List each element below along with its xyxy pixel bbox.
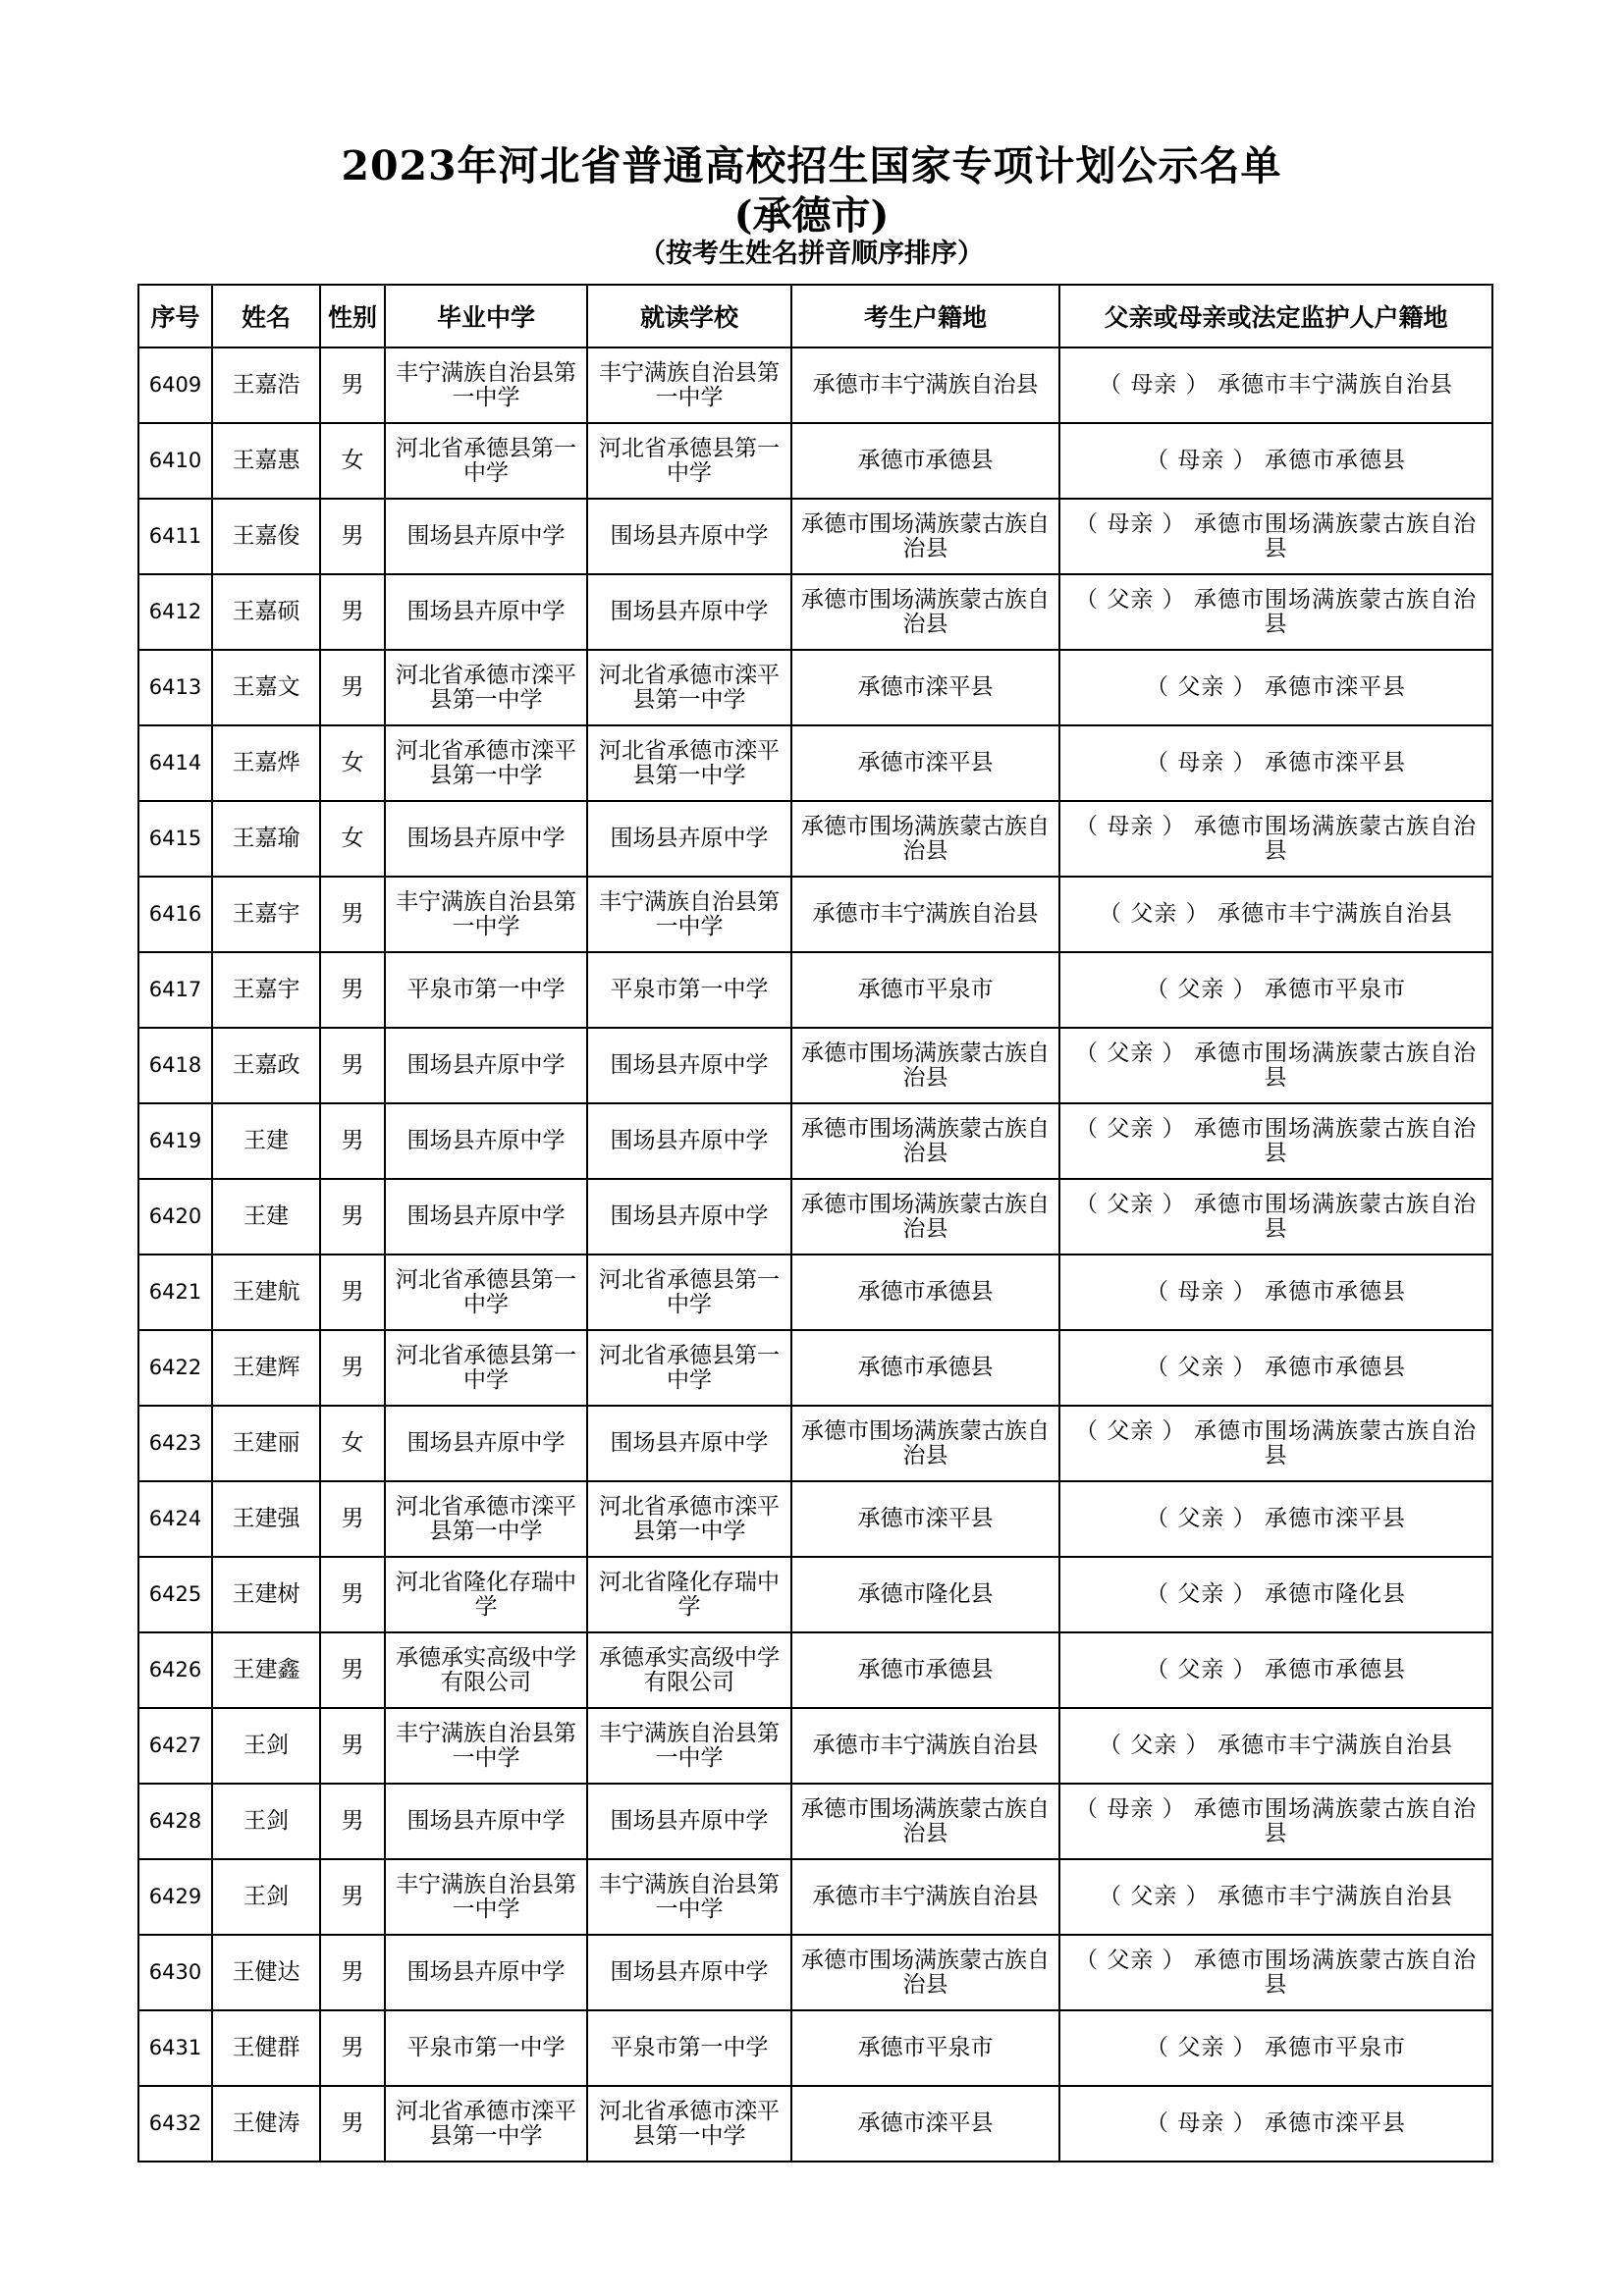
student-name: 王建鑫 [212, 1632, 320, 1708]
current-school: 河北省隆化存瑞中学 [587, 1557, 791, 1632]
row-number: 6413 [138, 650, 212, 725]
document-subtitle: (承德市) [733, 192, 890, 239]
student-hukou: 承德市丰宁满族自治县 [791, 1708, 1059, 1784]
student-name: 王建丽 [212, 1406, 320, 1481]
current-school: 丰宁满族自治县第一中学 [587, 1708, 791, 1784]
student-name: 王嘉惠 [212, 423, 320, 499]
graduation-school: 围场县卉原中学 [385, 574, 587, 650]
parent-hukou: （ 父亲 ） 承德市承德县 [1059, 1330, 1492, 1406]
parent-hukou: （ 父亲 ） 承德市承德县 [1059, 1632, 1492, 1708]
graduation-school: 丰宁满族自治县第一中学 [385, 1859, 587, 1935]
student-sex: 男 [320, 1632, 385, 1708]
graduation-school: 围场县卉原中学 [385, 499, 587, 574]
parent-hukou: （ 母亲 ） 承德市围场满族蒙古族自治县 [1059, 801, 1492, 877]
student-hukou: 承德市围场满族蒙古族自治县 [791, 1935, 1059, 2010]
parent-hukou: （ 母亲 ） 承德市承德县 [1059, 1255, 1492, 1330]
current-school: 围场县卉原中学 [587, 1784, 791, 1859]
parent-hukou: （ 父亲 ） 承德市围场满族蒙古族自治县 [1059, 1179, 1492, 1255]
row-number: 6428 [138, 1784, 212, 1859]
student-sex: 男 [320, 1557, 385, 1632]
table-row [138, 801, 1492, 877]
student-name: 王剑 [212, 1784, 320, 1859]
graduation-school: 平泉市第一中学 [385, 952, 587, 1028]
graduation-school: 承德承实高级中学有限公司 [385, 1632, 587, 1708]
current-school: 河北省承德市滦平县第一中学 [587, 2086, 791, 2162]
student-sex: 男 [320, 1784, 385, 1859]
current-school: 丰宁满族自治县第一中学 [587, 347, 791, 423]
student-hukou: 承德市隆化县 [791, 1557, 1059, 1632]
student-sex: 男 [320, 347, 385, 423]
current-school: 围场县卉原中学 [587, 1406, 791, 1481]
parent-hukou: （ 父亲 ） 承德市围场满族蒙古族自治县 [1059, 1028, 1492, 1103]
table-row [138, 1330, 1492, 1406]
student-name: 王嘉文 [212, 650, 320, 725]
student-name: 王建 [212, 1179, 320, 1255]
current-school: 围场县卉原中学 [587, 1028, 791, 1103]
row-number: 6426 [138, 1632, 212, 1708]
student-name: 王建辉 [212, 1330, 320, 1406]
student-sex: 男 [320, 574, 385, 650]
parent-hukou: （ 父亲 ） 承德市丰宁满族自治县 [1059, 877, 1492, 952]
student-name: 王健涛 [212, 2086, 320, 2162]
table-body [138, 347, 1492, 2162]
row-number: 6425 [138, 1557, 212, 1632]
row-number: 6423 [138, 1406, 212, 1481]
current-school: 围场县卉原中学 [587, 801, 791, 877]
table-row [138, 1557, 1492, 1632]
student-name: 王嘉烨 [212, 725, 320, 801]
document-title: 2023年河北省普通高校招生国家专项计划公示名单 [341, 142, 1282, 189]
parent-hukou: （ 父亲 ） 承德市围场满族蒙古族自治县 [1059, 1103, 1492, 1179]
table-row [138, 877, 1492, 952]
student-hukou: 承德市承德县 [791, 423, 1059, 499]
parent-hukou: （ 母亲 ） 承德市承德县 [1059, 423, 1492, 499]
row-number: 6411 [138, 499, 212, 574]
parent-hukou: （ 母亲 ） 承德市滦平县 [1059, 725, 1492, 801]
student-sex: 男 [320, 1481, 385, 1557]
table-row [138, 2010, 1492, 2086]
student-sex: 男 [320, 1859, 385, 1935]
table-row [138, 1406, 1492, 1481]
parent-hukou: （ 母亲 ） 承德市丰宁满族自治县 [1059, 347, 1492, 423]
table-row [138, 1632, 1492, 1708]
row-number: 6429 [138, 1859, 212, 1935]
parent-hukou: （ 母亲 ） 承德市围场满族蒙古族自治县 [1059, 499, 1492, 574]
student-name: 王建树 [212, 1557, 320, 1632]
row-number: 6427 [138, 1708, 212, 1784]
student-hukou: 承德市滦平县 [791, 725, 1059, 801]
row-number: 6412 [138, 574, 212, 650]
graduation-school: 丰宁满族自治县第一中学 [385, 877, 587, 952]
student-name: 王剑 [212, 1708, 320, 1784]
graduation-school: 河北省承德县第一中学 [385, 423, 587, 499]
student-sex: 女 [320, 1406, 385, 1481]
parent-hukou: （ 父亲 ） 承德市丰宁满族自治县 [1059, 1859, 1492, 1935]
col-header-graduation-school: 毕业中学 [385, 285, 587, 347]
student-hukou: 承德市围场满族蒙古族自治县 [791, 574, 1059, 650]
table-row [138, 952, 1492, 1028]
graduation-school: 围场县卉原中学 [385, 1103, 587, 1179]
graduation-school: 河北省承德市滦平县第一中学 [385, 725, 587, 801]
sort-note: （按考生姓名拼音顺序排序） [639, 239, 984, 269]
student-sex: 男 [320, 1330, 385, 1406]
table-row [138, 499, 1492, 574]
row-number: 6417 [138, 952, 212, 1028]
student-name: 王嘉硕 [212, 574, 320, 650]
row-number: 6432 [138, 2086, 212, 2162]
student-sex: 女 [320, 801, 385, 877]
parent-hukou: （ 父亲 ） 承德市围场满族蒙古族自治县 [1059, 1406, 1492, 1481]
student-hukou: 承德市围场满族蒙古族自治县 [791, 1028, 1059, 1103]
student-sex: 男 [320, 650, 385, 725]
graduation-school: 围场县卉原中学 [385, 1179, 587, 1255]
student-sex: 男 [320, 877, 385, 952]
table-row [138, 1481, 1492, 1557]
current-school: 围场县卉原中学 [587, 1935, 791, 2010]
graduation-school: 河北省承德县第一中学 [385, 1255, 587, 1330]
current-school: 围场县卉原中学 [587, 1103, 791, 1179]
graduation-school: 河北省隆化存瑞中学 [385, 1557, 587, 1632]
current-school: 围场县卉原中学 [587, 1179, 791, 1255]
student-hukou: 承德市滦平县 [791, 650, 1059, 725]
graduation-school: 河北省承德县第一中学 [385, 1330, 587, 1406]
student-hukou: 承德市围场满族蒙古族自治县 [791, 1179, 1059, 1255]
row-number: 6421 [138, 1255, 212, 1330]
student-name: 王嘉浩 [212, 347, 320, 423]
graduation-school: 河北省承德市滦平县第一中学 [385, 2086, 587, 2162]
student-sex: 女 [320, 423, 385, 499]
table-row [138, 1935, 1492, 2010]
graduation-school: 围场县卉原中学 [385, 1028, 587, 1103]
current-school: 河北省承德县第一中学 [587, 1255, 791, 1330]
table-row [138, 725, 1492, 801]
current-school: 承德承实高级中学有限公司 [587, 1632, 791, 1708]
student-hukou: 承德市围场满族蒙古族自治县 [791, 801, 1059, 877]
row-number: 6431 [138, 2010, 212, 2086]
student-name: 王建强 [212, 1481, 320, 1557]
col-header-name: 姓名 [212, 285, 320, 347]
roster-table [137, 284, 1493, 2163]
student-sex: 男 [320, 2010, 385, 2086]
graduation-school: 丰宁满族自治县第一中学 [385, 1708, 587, 1784]
student-sex: 男 [320, 952, 385, 1028]
student-sex: 女 [320, 725, 385, 801]
current-school: 平泉市第一中学 [587, 952, 791, 1028]
current-school: 围场县卉原中学 [587, 574, 791, 650]
parent-hukou: （ 父亲 ） 承德市平泉市 [1059, 952, 1492, 1028]
current-school: 河北省承德市滦平县第一中学 [587, 1481, 791, 1557]
student-hukou: 承德市围场满族蒙古族自治县 [791, 1103, 1059, 1179]
table-row [138, 1255, 1492, 1330]
current-school: 河北省承德县第一中学 [587, 423, 791, 499]
table-row [138, 1179, 1492, 1255]
row-number: 6424 [138, 1481, 212, 1557]
table-header-row [138, 285, 1492, 347]
student-sex: 男 [320, 2086, 385, 2162]
student-name: 王健达 [212, 1935, 320, 2010]
parent-hukou: （ 父亲 ） 承德市围场满族蒙古族自治县 [1059, 574, 1492, 650]
student-sex: 男 [320, 1255, 385, 1330]
row-number: 6418 [138, 1028, 212, 1103]
row-number: 6422 [138, 1330, 212, 1406]
table-row [138, 650, 1492, 725]
student-name: 王嘉瑜 [212, 801, 320, 877]
student-hukou: 承德市滦平县 [791, 2086, 1059, 2162]
row-number: 6430 [138, 1935, 212, 2010]
student-sex: 男 [320, 1179, 385, 1255]
col-header-sex: 性别 [320, 285, 385, 347]
student-hukou: 承德市平泉市 [791, 952, 1059, 1028]
table-row [138, 1784, 1492, 1859]
student-hukou: 承德市丰宁满族自治县 [791, 877, 1059, 952]
student-hukou: 承德市承德县 [791, 1255, 1059, 1330]
row-number: 6409 [138, 347, 212, 423]
col-header-student-hukou: 考生户籍地 [791, 285, 1059, 347]
col-header-number: 序号 [138, 285, 212, 347]
current-school: 围场县卉原中学 [587, 499, 791, 574]
graduation-school: 围场县卉原中学 [385, 1935, 587, 2010]
parent-hukou: （ 父亲 ） 承德市平泉市 [1059, 2010, 1492, 2086]
student-hukou: 承德市滦平县 [791, 1481, 1059, 1557]
col-header-parent-hukou: 父亲或母亲或法定监护人户籍地 [1059, 285, 1492, 347]
parent-hukou: （ 母亲 ） 承德市滦平县 [1059, 2086, 1492, 2162]
student-hukou: 承德市围场满族蒙古族自治县 [791, 499, 1059, 574]
row-number: 6414 [138, 725, 212, 801]
parent-hukou: （ 父亲 ） 承德市隆化县 [1059, 1557, 1492, 1632]
student-name: 王嘉宇 [212, 877, 320, 952]
row-number: 6410 [138, 423, 212, 499]
student-sex: 男 [320, 1103, 385, 1179]
current-school: 河北省承德县第一中学 [587, 1330, 791, 1406]
current-school: 河北省承德市滦平县第一中学 [587, 725, 791, 801]
row-number: 6415 [138, 801, 212, 877]
row-number: 6420 [138, 1179, 212, 1255]
row-number: 6416 [138, 877, 212, 952]
table-row [138, 2086, 1492, 2162]
student-hukou: 承德市丰宁满族自治县 [791, 347, 1059, 423]
student-hukou: 承德市围场满族蒙古族自治县 [791, 1784, 1059, 1859]
graduation-school: 围场县卉原中学 [385, 801, 587, 877]
student-sex: 男 [320, 1028, 385, 1103]
graduation-school: 围场县卉原中学 [385, 1406, 587, 1481]
student-name: 王建航 [212, 1255, 320, 1330]
student-sex: 男 [320, 1708, 385, 1784]
student-sex: 男 [320, 1935, 385, 2010]
current-school: 河北省承德市滦平县第一中学 [587, 650, 791, 725]
table-row [138, 1103, 1492, 1179]
student-name: 王嘉宇 [212, 952, 320, 1028]
student-name: 王嘉政 [212, 1028, 320, 1103]
current-school: 平泉市第一中学 [587, 2010, 791, 2086]
current-school: 丰宁满族自治县第一中学 [587, 1859, 791, 1935]
student-hukou: 承德市平泉市 [791, 2010, 1059, 2086]
parent-hukou: （ 父亲 ） 承德市丰宁满族自治县 [1059, 1708, 1492, 1784]
table-row [138, 574, 1492, 650]
student-hukou: 承德市承德县 [791, 1632, 1059, 1708]
graduation-school: 围场县卉原中学 [385, 1784, 587, 1859]
table-row [138, 1708, 1492, 1784]
student-hukou: 承德市承德县 [791, 1330, 1059, 1406]
student-name: 王建 [212, 1103, 320, 1179]
row-number: 6419 [138, 1103, 212, 1179]
parent-hukou: （ 父亲 ） 承德市滦平县 [1059, 1481, 1492, 1557]
student-name: 王嘉俊 [212, 499, 320, 574]
student-hukou: 承德市丰宁满族自治县 [791, 1859, 1059, 1935]
col-header-current-school: 就读学校 [587, 285, 791, 347]
graduation-school: 河北省承德市滦平县第一中学 [385, 1481, 587, 1557]
parent-hukou: （ 父亲 ） 承德市围场满族蒙古族自治县 [1059, 1935, 1492, 2010]
table-row [138, 347, 1492, 423]
table-row [138, 1859, 1492, 1935]
table-row [138, 423, 1492, 499]
student-sex: 男 [320, 499, 385, 574]
parent-hukou: （ 母亲 ） 承德市围场满族蒙古族自治县 [1059, 1784, 1492, 1859]
table-row [138, 1028, 1492, 1103]
graduation-school: 平泉市第一中学 [385, 2010, 587, 2086]
student-hukou: 承德市围场满族蒙古族自治县 [791, 1406, 1059, 1481]
graduation-school: 河北省承德市滦平县第一中学 [385, 650, 587, 725]
student-name: 王剑 [212, 1859, 320, 1935]
graduation-school: 丰宁满族自治县第一中学 [385, 347, 587, 423]
parent-hukou: （ 父亲 ） 承德市滦平县 [1059, 650, 1492, 725]
current-school: 丰宁满族自治县第一中学 [587, 877, 791, 952]
student-name: 王健群 [212, 2010, 320, 2086]
